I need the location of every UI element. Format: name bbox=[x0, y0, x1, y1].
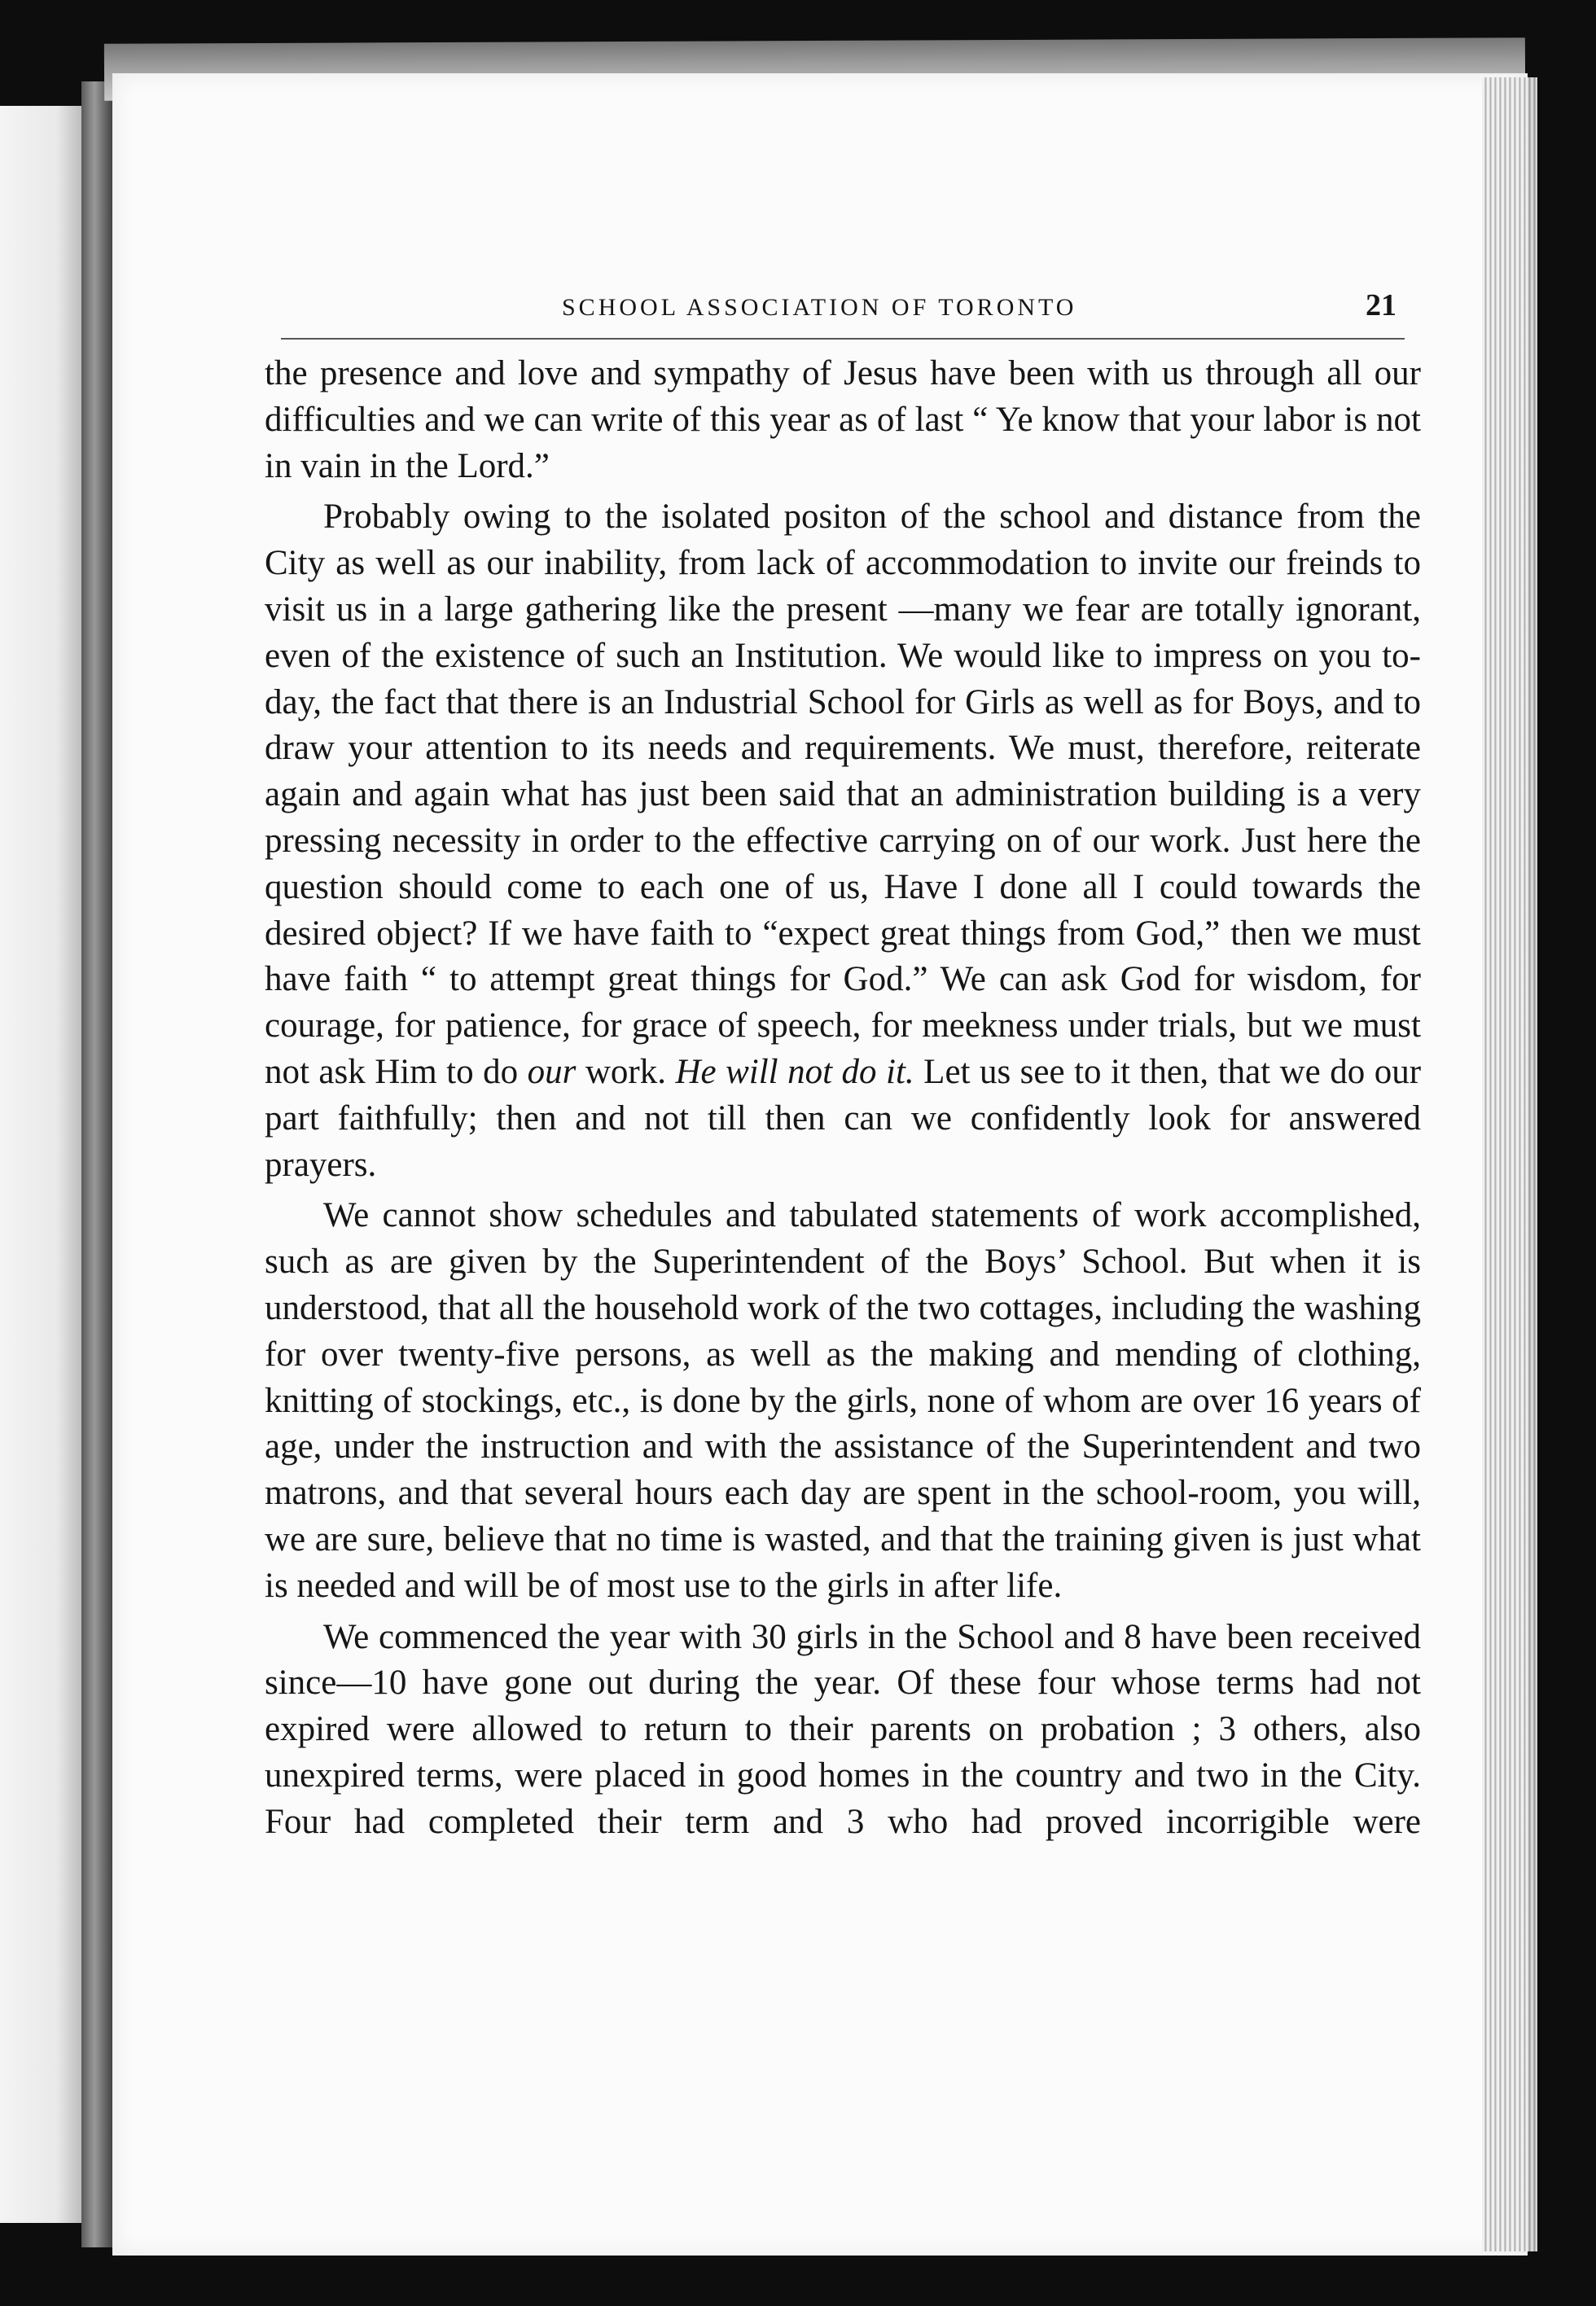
paragraph-2 bbox=[265, 494, 1421, 1188]
paragraph-1-text: the presence and love and sympathy of Jesus have been with us through all our difficulties and we can write of this year as of last “ Ye know that your labor is not in vain in the Lord.” bbox=[265, 354, 1421, 485]
running-header bbox=[281, 281, 1405, 340]
paragraph-3 bbox=[265, 1193, 1421, 1609]
paragraph-2-text-rest: Let us see to it then, that we do our part faithfully; then and not till then can we confidently look for answered prayers. bbox=[265, 1052, 1422, 1184]
paragraph-2-italic-our: our bbox=[527, 1052, 577, 1091]
body-text bbox=[265, 351, 1421, 1846]
paragraph-3-text: We cannot show schedules and tabulated statements of work accomplished, such as are given by the Superintendent of the Boys’ School. But when it is understood, that all the household work of the two cottages, including the washing for over twenty-five persons, as well as the making and mending of clothing, knitting of stockings, etc., is done by the girls, none of whom are over 16 years of age, under the instruction and with the assistance of the Superintendent and two matrons, and that several hours each day are spent in the school-room, you will, we are sure, believe that no time is wasted, and that the training given is just what is needed and will be of most use to the girls in after life. bbox=[265, 1196, 1421, 1605]
paragraph-4-text: We commenced the year with 30 girls in the School and 8 have been received since—10 have gone out during the year. Of these four whose terms had not expired were allowed to return to their parents on probation ; 3 others, also unexpired terms, were placed in good homes in the country and two in the City. Four had completed their term and 3 who had proved incorrigible were bbox=[265, 1617, 1421, 1841]
book-gutter bbox=[81, 81, 114, 2247]
page-content bbox=[265, 281, 1421, 1846]
running-title: SCHOOL ASSOCIATION OF TORONTO bbox=[562, 294, 1077, 321]
page-fore-edge bbox=[1482, 77, 1537, 2251]
paragraph-2-italic-he-will-not: He will not do it. bbox=[675, 1052, 914, 1091]
page-number: 21 bbox=[1366, 288, 1396, 322]
paragraph-4 bbox=[265, 1615, 1421, 1846]
paragraph-2-text-work: work. bbox=[585, 1052, 666, 1091]
facing-page-edge bbox=[0, 106, 86, 2223]
paragraph-2-text: Probably owing to the isolated positon of the school and distance from the City as well as our inability, from lack of accommodation to invite our freinds to visit us in a large gathering like the present —many we fear are totally ignorant, even of the existence of such an Institution. We would like to impress on you to-day, the fact that there is an Industrial School for Girls as well as for Boys, and to draw your attention to its needs and requirements. We must, therefore, reiterate again and again what has just been said that an administration building is a very pressing necessity in order to the effective carrying on of our work. Just here the question should come to each one of us, Have I done all I could towards the desired object? If we have faith to “expect great things from God,” then we must have faith “ to attempt great things for God.” We can ask God for wisdom, for courage, for patience, for grace of speech, for meekness under trials, but we must not ask Him to do bbox=[265, 498, 1421, 1091]
paragraph-1 bbox=[265, 351, 1421, 489]
